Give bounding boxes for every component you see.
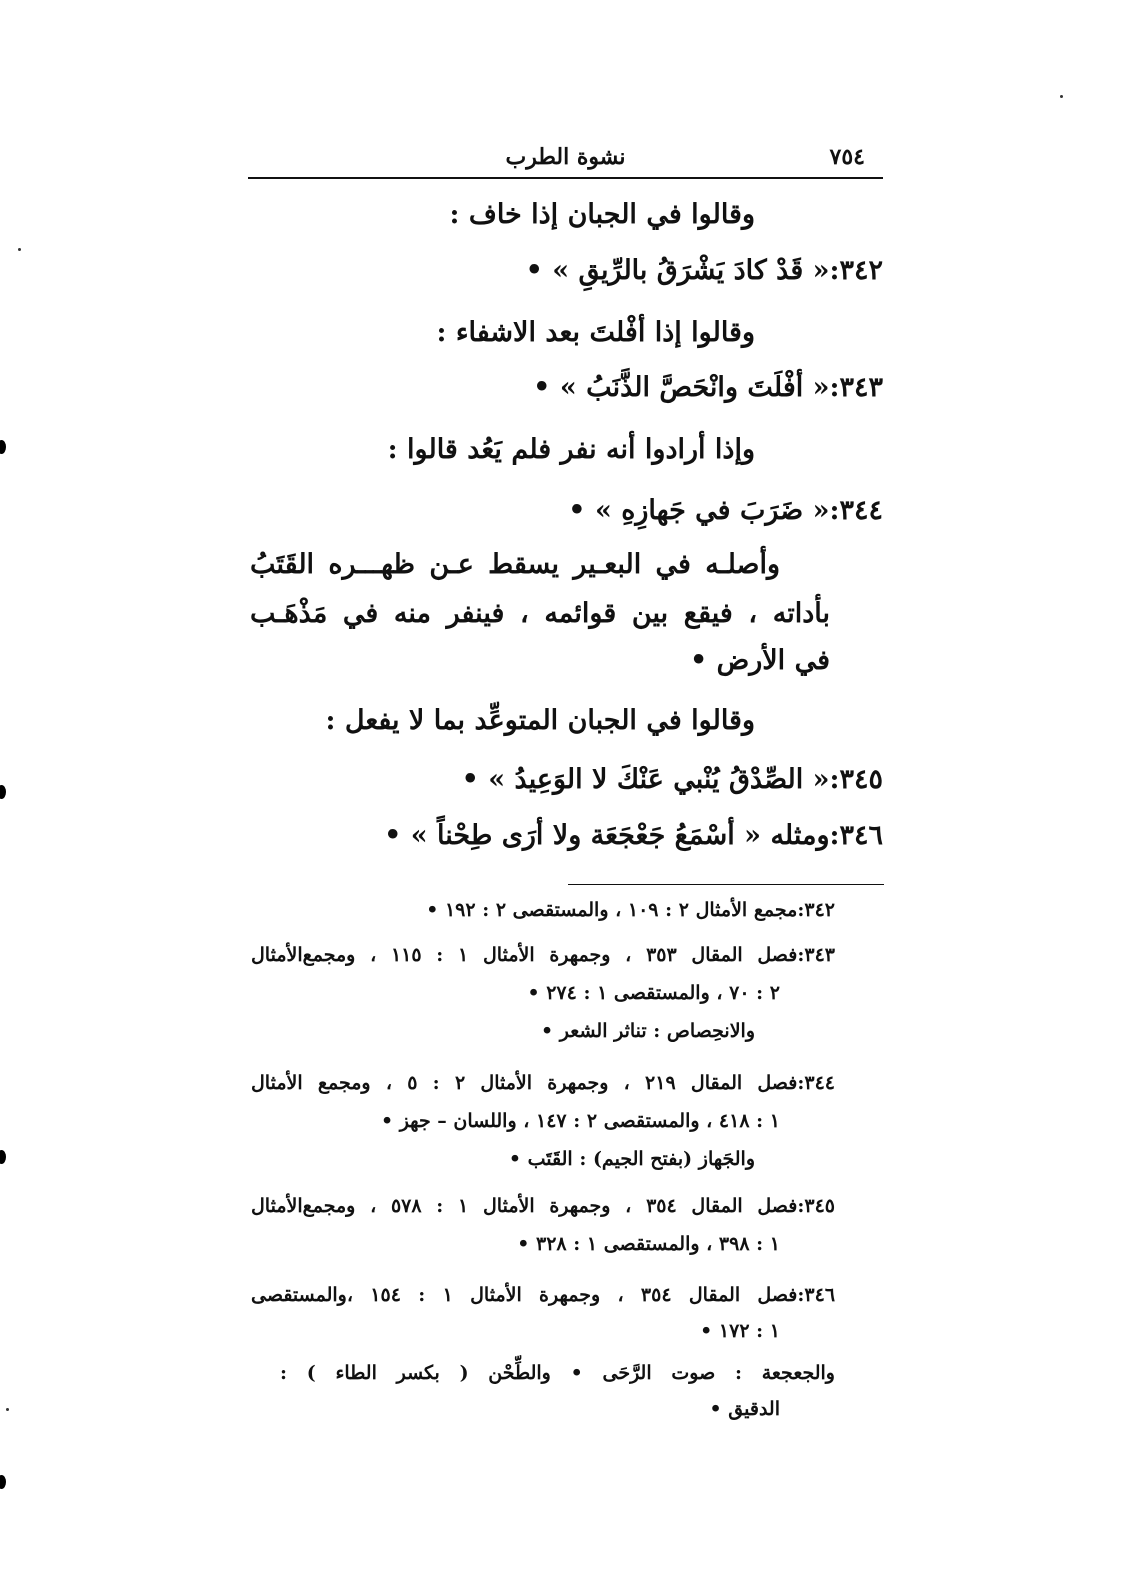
footnote-rule xyxy=(568,884,884,885)
scan-mark xyxy=(0,1150,6,1164)
scan-mark xyxy=(0,785,6,799)
footnote-346-line4: الدقيق • xyxy=(709,1398,780,1420)
intro-345: وقالوا في الجبان المتوعِّد بما لا يفعل : xyxy=(325,705,755,736)
footnote-345-line1: ٣٤٥:فصل المقال ٣٥٤ ، وجمهرة الأمثال ١ : ٥٧٨ ، ومجمع‌الأمثال xyxy=(251,1195,835,1217)
header-rule xyxy=(248,177,883,179)
intro-344: وإذا أرادوا أنه نفر فلم يَعُد قالوا : xyxy=(387,434,755,465)
scan-mark xyxy=(0,440,6,454)
explanation-344-line2: بأداته ، فيقع بين قوائمه ، فينفر منه في مَذْهَـب xyxy=(250,598,830,629)
page-number: ٧٥٤ xyxy=(829,144,865,170)
footnote-344-line2: ١ : ٤١٨ ، والمستقصى ٢ : ١٤٧ ، واللسان – جهز • xyxy=(380,1110,780,1132)
scan-speck xyxy=(1060,95,1063,98)
scan-speck xyxy=(6,1408,9,1411)
footnote-346-line2: ١ : ١٧٢ • xyxy=(700,1320,780,1342)
scan-mark xyxy=(0,1475,6,1489)
footnote-345-line2: ١ : ٣٩٨ ، والمستقصى ١ : ٣٢٨ • xyxy=(517,1233,780,1255)
footnote-343-line3: والانحِصاص : تناثر الشعر • xyxy=(541,1020,755,1042)
intro-342: وقالوا في الجبان إذا خاف : xyxy=(449,199,755,230)
proverb-343: ٣٤٣:« أفْلَتَ وانْحَصَّ الذَّنَبُ » • xyxy=(533,372,883,403)
page-header xyxy=(248,138,883,176)
footnote-346-line3: والجعجعة : صوت الرَّحَى • والطِّحْن ( بكسر الطاء ) : xyxy=(280,1362,835,1384)
explanation-344-line3: في الأرض • xyxy=(689,645,830,676)
running-title: نشوة الطرب xyxy=(505,144,626,170)
footnote-343-line1: ٣٤٣:فصل المقال ٣٥٣ ، وجمهرة الأمثال ١ : ١١٥ ، ومجمع‌الأمثال xyxy=(251,944,835,966)
proverb-344: ٣٤٤:« ضَرَبَ في جَهازِهِ » • xyxy=(568,495,883,526)
scan-speck xyxy=(18,248,21,251)
intro-343: وقالوا إذا أفْلتَ بعد الاشفاء : xyxy=(436,317,755,348)
footnote-344-line3: والجَهاز (بفتح الجيم) : القَتَب • xyxy=(508,1148,755,1170)
footnote-343-line2: ٢ : ٧٠ ، والمستقصى ١ : ٢٧٤ • xyxy=(527,982,780,1004)
footnote-342: ٣٤٢:مجمع الأمثال ٢ : ١٠٩ ، والمستقصى ٢ : ١٩٢ • xyxy=(426,899,835,921)
proverb-346: ٣٤٦:ومثله « أسْمَعُ جَعْجَعَة ولا أرَى طِحْناً » • xyxy=(384,820,883,851)
footnote-346-line1: ٣٤٦:فصل المقال ٣٥٤ ، وجمهرة الأمثال ١ : ١٥٤ ،والمستقصى xyxy=(251,1284,836,1306)
explanation-344-line1: وأصلـه في البعـير يسقط عـن ظهـــره القَتَبُ xyxy=(250,549,780,580)
proverb-342: ٣٤٢:« قَدْ كادَ يَشْرَقُ بالرِّيقِ » • xyxy=(525,255,883,286)
proverb-345: ٣٤٥:« الصِّدْقُ يُنْبي عَنْكَ لا الوَعِيدُ » • xyxy=(461,764,883,795)
footnote-344-line1: ٣٤٤:فصل المقال ٢١٩ ، وجمهرة الأمثال ٢ : ٥ ، ومجمع الأمثال xyxy=(251,1072,835,1094)
